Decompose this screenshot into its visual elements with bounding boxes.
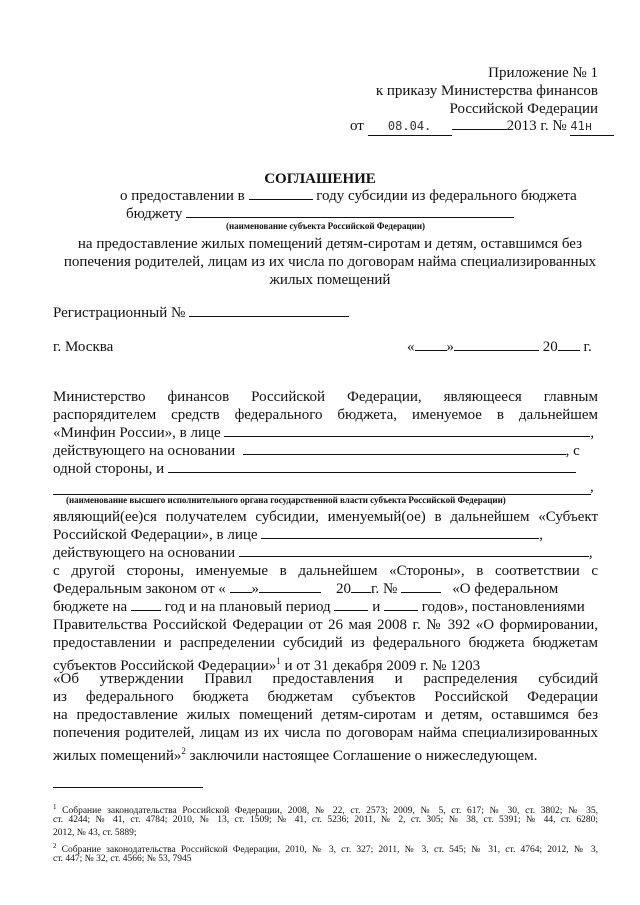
- subtitle-line4: попечения родителей, лицам из их числа по договорам найма специализированных: [63, 254, 597, 270]
- footnote-2-line-2: ст. 447; № 32, ст. 4566; № 53, 7945: [53, 854, 192, 864]
- subtitle-line1: о предоставлении в году субсидии из федерального бюджета: [120, 188, 577, 204]
- body-line-8: действующего на основании ,: [53, 545, 593, 561]
- body-line-19: жилых помещений»$^2$ заключили настоящее Соглашение о нижеследующем.: [53, 746, 538, 764]
- order-date-handwritten: 08.04.: [387, 119, 432, 133]
- appendix-label: Приложение № 1: [488, 65, 598, 81]
- authority-caption: (наименование высшего исполнительного органа государственной власти субъекта Российской Федерации): [66, 495, 506, 505]
- body-line-3: «Минфин России», в лице ,: [53, 425, 595, 441]
- body-line-16: из федерального бюджета бюджетам субъектов Российской Федерации: [53, 689, 598, 705]
- body-line-1: Министерство финансов Российской Федерации, являющееся главным: [53, 389, 598, 405]
- body-line-15: «Об утверждении Правил предоставления и распределения субсидий: [53, 671, 598, 687]
- body-line-4: действующего на основании , с: [53, 443, 580, 459]
- footnote-1-line-3: 2012, № 43, ст. 5889;: [53, 828, 137, 838]
- body-line-14: субъектов Российской Федерации»$^1$ и от 31 декабря 2009 г. № 1203: [53, 656, 481, 674]
- body-line-9: с другой стороны, именуемые в дальнейшем «Стороны», в соответствии с: [53, 563, 598, 579]
- body-line-11: бюджете на год и на плановый период и годов», постановлениями: [53, 599, 585, 615]
- body-line-7: Российской Федерации», в лице ,: [53, 527, 544, 543]
- city: г. Москва: [53, 339, 114, 355]
- order-date-line: от 08.04. 2013 г. № 41н: [350, 117, 614, 136]
- footnote-1-line-2: ст. 4244; № 41, ст. 4784; 2010, № 13, ст. 1509; № 41, ст. 5236; 2011, № 2, ст. 305; № 38, ст. 5391; № 44, ст. 6280;: [53, 815, 598, 825]
- footnote-2-line-1: $^2$ Собрание законодательства Российской Федерации, 2010, № 3, ст. 327; 2011, № 3, ст. 545; № 31, ст. 4764; 2012, № 3,: [53, 842, 598, 856]
- document-title: СОГЛАШЕНИЕ: [264, 171, 376, 187]
- subtitle-line2: бюджету: [126, 205, 514, 223]
- footnote-separator: [53, 787, 203, 788]
- comma: ,: [590, 479, 594, 495]
- body-line-2: распорядителем средств федерального бюджета, именуемое в дальнейшем: [53, 407, 598, 423]
- appendix-order: к приказу Министерства финансов: [375, 83, 598, 99]
- subtitle-line5: жилых помещений: [269, 272, 391, 288]
- order-number-handwritten: 41н: [570, 119, 593, 133]
- body-line-13: предоставлении и распределении субсидий из федерального бюджета бюджетам: [53, 635, 598, 651]
- subtitle-line3: на предоставление жилых помещений детям-сиротам и детям, оставшимся без: [77, 236, 583, 252]
- subject-caption: (наименование субъекта Российской Федерации): [226, 221, 426, 231]
- body-line-17: на предоставление жилых помещений детям-сиротам и детям, оставшимся без: [53, 707, 598, 723]
- body-line-18: попечения родителей, лицам из их числа по договорам найма специализированных: [53, 725, 598, 741]
- body-line-10: Федеральным законом от « » 20 г. № «О федеральном: [53, 581, 559, 597]
- registration-number: Регистрационный №: [53, 304, 349, 322]
- body-line-6: являющий(ее)ся получателем субсидии, именуемый(ое) в дальнейшем «Субъект: [53, 509, 598, 525]
- body-line-5: одной стороны, и: [53, 460, 576, 478]
- agreement-date-line: « » 20 г.: [407, 339, 592, 355]
- body-line-12: Правительства Российской Федерации от 26 мая 2008 г. № 392 «О формировании,: [53, 617, 598, 633]
- footnote-1-line-1: $^1$ Собрание законодательства Российской Федерации, 2008, № 22, ст. 2573; 2009, № 5, ст. 617; № 30, ст. 3802; № 35,: [53, 803, 598, 817]
- appendix-federation: Российской Федерации: [449, 101, 598, 117]
